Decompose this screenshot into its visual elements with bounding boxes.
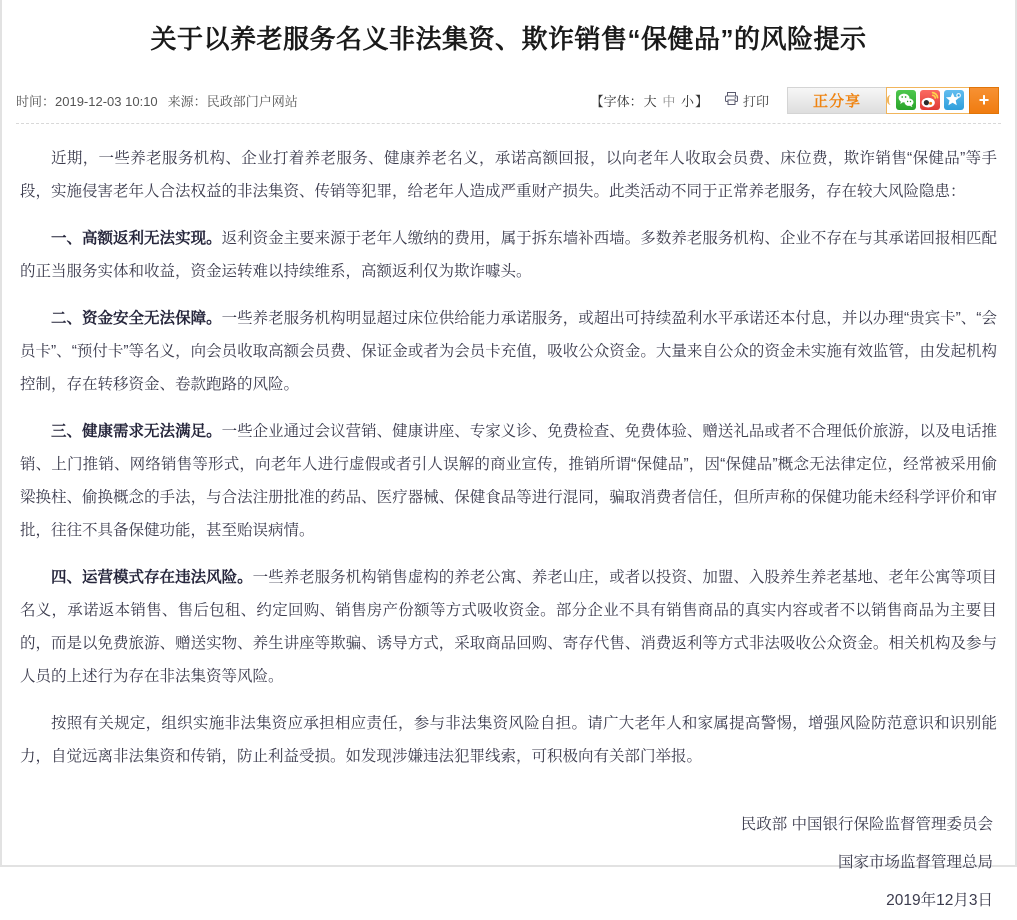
font-size-selector [591,91,708,110]
paragraph-section-1 [20,222,997,288]
paragraph-text: 一些企业通过会议营销、健康讲座、专家义诊、免费检查、免费体验、赠送礼品或者不合理低价旅游，以及电话推销、上门推销、网络销售等形式，向老年人进行虚假或者引人误解的商业宣传，推销所谓“保健品”，因“保健品”概念无法律定位，经常被采用偷梁换柱、偷换概念的手法，与合法注册批准的药品、医疗器械、保健食品等进行混同，骗取消费者信任，但所声称的保健功能未经科学评价和审批，往往不具备保健功能，甚至贻误病情。 [20,423,997,540]
paragraph-text: 一些养老服务机构明显超过床位供给能力承诺服务，或超出可持续盈利水平承诺还本付息，并以办理“贵宾卡”、“会员卡”、“预付卡”等名义，向会员收取高额会员费、保证金或者为会员卡充值，吸收公众资金。大量来自公众的资金未实施有效监管，由发起机构控制，存在转移资金、卷款跑路的风险。 [20,310,997,394]
article-tools [591,87,999,114]
font-size-close-bracket: 】 [694,93,708,109]
section-heading: 四、运营模式存在违法风险。 [51,569,253,587]
paragraph-intro [20,142,997,208]
paragraph-section-4 [20,561,997,693]
print-label: 打印 [742,93,769,109]
share-button[interactable]: 正分享 [787,87,886,114]
paragraph-text: 近期，一些养老服务机构、企业打着养老服务、健康养老名义，承诺高额回报，以向老年人收取会员费、床位费，欺诈销售“保健品”等手段，实施侵害老年人合法权益的非法集资、传销等犯罪，给老年人造成严重财产损失。此类活动不同于正常养老服务，存在较大风险隐患： [20,150,997,201]
font-size-open-bracket: 【字体： [590,93,643,109]
qzone-icon[interactable] [944,90,964,110]
paragraph-section-2 [20,302,997,401]
section-heading: 一、高额返利无法实现。 [51,230,222,248]
wechat-icon[interactable] [896,90,916,110]
signature-issuer-primary: 民政部 中国银行保险监督管理委员会 [740,816,993,834]
font-size-large-button[interactable]: 大 [643,93,657,109]
share-icon-list [886,87,969,114]
paragraph-closing [20,707,997,773]
paragraph-text: 按照有关规定，组织实施非法集资应承担相应责任，参与非法集资风险自担。请广大老年人和家属提高警惕，增强风险防范意识和识别能力，自觉远离非法集资和传销，防止利益受损。如发现涉嫌违法犯罪线索，可积极向有关部门举报。 [20,715,997,766]
publish-time-value: 2019-12-03 10:10 [55,93,158,109]
weibo-icon[interactable] [920,90,940,110]
paragraph-text: 一些养老服务机构销售虚构的养老公寓、养老山庄，或者以投资、加盟、入股养生养老基地、老年公寓等项目名义，承诺返本销售、售后包租、约定回购、销售房产份额等方式吸收资金。部分企业不具有销售商品的真实内容或者不以销售商品为主要目的，而是以免费旅游、赠送实物、养生讲座等欺骗、诱导方式，采取商品回购、寄存代售、消费返利等方式非法吸收公众资金。相关机构及参与人员的上述行为存在非法集资等风险。 [20,569,997,686]
publish-time-label: 时间： [16,93,56,109]
signature-issuer-secondary: 国家市场监督管理总局 [837,854,993,872]
font-size-medium-button[interactable]: 中 [662,93,676,109]
share-more-button[interactable]: + [969,87,999,114]
share-widget [787,87,999,114]
article-meta-info [16,91,298,110]
article-body [2,124,1015,773]
printer-icon [724,91,739,109]
font-size-small-button[interactable]: 小 [680,93,694,109]
page-title: 关于以养老服务名义非法集资、欺诈销售“保健品”的风险提示 [150,24,867,54]
source-label: 来源： [167,93,207,109]
source-value: 民政部门户网站 [206,93,298,109]
article-meta-toolbar [2,77,1015,123]
section-heading: 三、健康需求无法满足。 [51,423,222,441]
paragraph-text: 返利资金主要来源于老年人缴纳的费用，属于拆东墙补西墙。多数养老服务机构、企业不存在与其承诺回报相匹配的正当服务实体和收益，资金运转难以持续维系，高额返利仅为欺诈噱头。 [20,230,997,281]
signature-block [2,778,1015,920]
section-heading: 二、资金安全无法保障。 [51,310,222,328]
print-button[interactable] [724,91,769,110]
paragraph-section-3 [20,415,997,547]
signature-date: 2019年12月3日 [886,892,993,910]
